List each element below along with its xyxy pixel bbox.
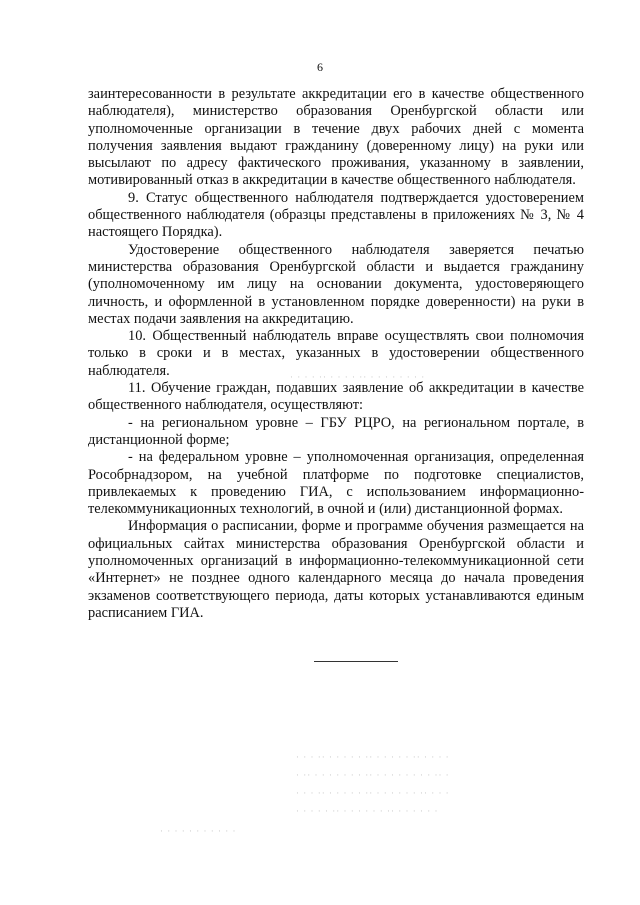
paragraph-item-10: 10. Общественный наблюдатель вправе осуществлять свои полномочия только в сроки и в местах, указанных в удостоверении общественного наблюдателя.: [88, 328, 584, 379]
paragraph-training-info: Информация о расписании, форме и программе обучения размещается на официальных сайтах министерства образования Оренбургской области и уполномоченных организаций в информационно-телекоммуникационной сети «Интернет» не позднее одного календарного месяца до начала проведения экзаменов соответствующего периода, даты которых устанавливаются единым расписанием ГИА.: [88, 518, 584, 621]
closing-divider-line: [314, 661, 398, 662]
list-item-regional: - на региональном уровне – ГБУ РЦРО, на региональном портале, в дистанционной форме;: [88, 414, 584, 448]
list-item-federal: - на федеральном уровне – уполномоченная организация, определенная Рособрнадзором, на учебной платформе по подготовке специалистов, привлекаемых к проведению ГИА, с использованием информационно-телекоммуникационных технологий, в очной и (или) дистанционной формах.: [88, 449, 584, 518]
document-body: [88, 86, 584, 622]
paragraph-item-9: 9. Статус общественного наблюдателя подтверждается удостоверением общественного наблюдателя (образцы представлены в приложениях № 3, № 4 настоящего Порядка).: [88, 189, 584, 241]
paragraph-item-11: 11. Обучение граждан, подавших заявление об аккредитации в качестве общественного наблюдателя, осуществляют:: [88, 380, 584, 414]
page-number: 6: [317, 60, 323, 74]
paragraph-continuation: заинтересованности в результате аккредитации его в качестве общественного наблюдателя), министерство образования Оренбургской области или уполномоченные организации в течение двух рабочих дней с момента получения заявления выдают гражданину (доверенному лицу) на руки или высылают по адресу фактического проживания, указанному в заявлении, мотивированный отказ в аккредитации в качестве общественного наблюдателя.: [88, 86, 584, 189]
paragraph-certificate: Удостоверение общественного наблюдателя заверяется печатью министерства образования Оренбургской области и выдается гражданину (уполномоченному им лицу на основании документа, удостоверяющего личность, и оформленной в установленном порядке доверенности) на руки в местах подачи заявления на аккредитацию.: [88, 241, 584, 327]
